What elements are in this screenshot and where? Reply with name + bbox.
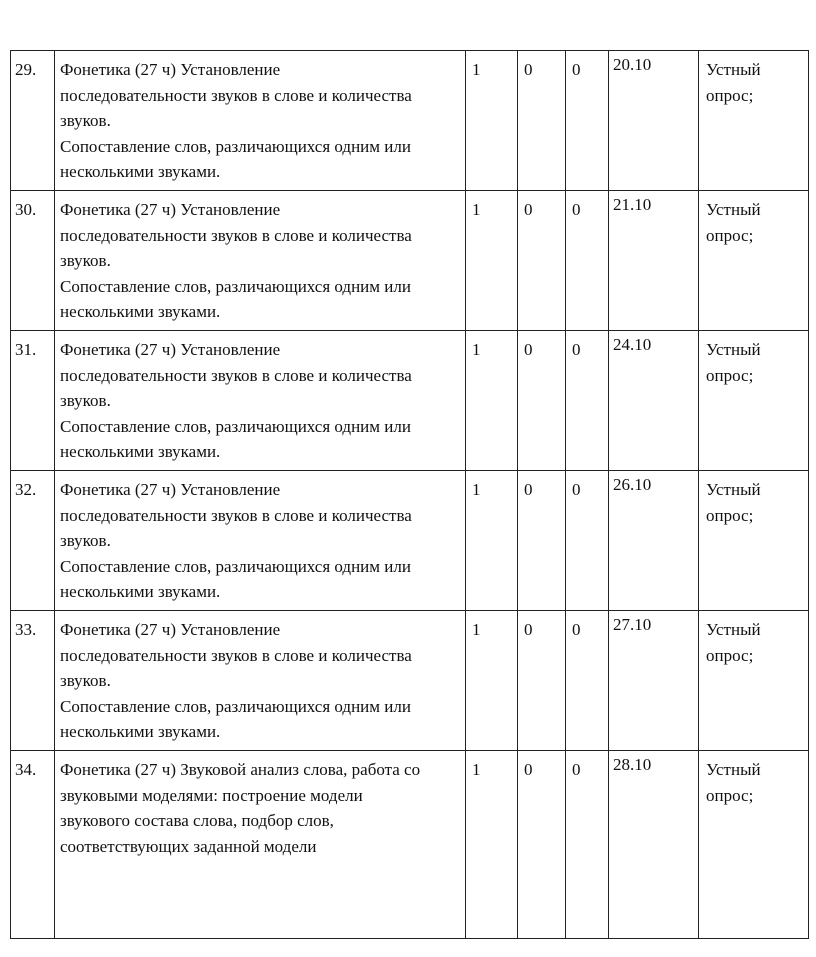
lesson-number-cell: [11, 51, 55, 191]
lesson-topic-line: Сопоставление слов, различающихся одним или: [60, 276, 411, 296]
control-hours: 0: [524, 60, 533, 79]
control-hours-cell: [518, 51, 566, 191]
control-hours: 0: [524, 340, 533, 359]
practice-hours-cell: [566, 51, 609, 191]
lesson-date-cell: [609, 611, 699, 751]
control-form-line: Устный: [706, 760, 761, 779]
control-hours: 0: [524, 760, 533, 779]
total-hours: 1: [472, 60, 481, 79]
control-form-line: Устный: [706, 340, 761, 359]
lesson-topic-line: звуков.: [60, 251, 111, 270]
lesson-topic-line: несколькими звуками.: [60, 582, 221, 601]
lesson-topic-line: звуковыми моделями: построение модели: [60, 785, 363, 805]
control-form-line: опрос;: [706, 645, 754, 665]
total-hours-cell: [466, 51, 518, 191]
control-form-cell: [699, 51, 809, 191]
practice-hours: 0: [572, 760, 581, 779]
practice-hours: 0: [572, 620, 581, 639]
lesson-number: 31.: [15, 340, 37, 359]
total-hours: 1: [472, 760, 481, 779]
practice-hours-cell: [566, 471, 609, 611]
lesson-topic-line: последовательности звуков в слове и количества: [60, 505, 412, 525]
table-row: [11, 191, 809, 331]
table-row: [11, 51, 809, 191]
total-hours: 1: [472, 620, 481, 639]
practice-hours: 0: [572, 480, 581, 499]
control-hours: 0: [524, 620, 533, 639]
practice-hours-cell: [566, 331, 609, 471]
control-form-line: Устный: [706, 480, 761, 499]
practice-hours-cell: [566, 611, 609, 751]
lesson-date: 27.10: [613, 615, 652, 634]
lesson-topic-line: последовательности звуков в слове и количества: [60, 365, 412, 385]
control-hours-cell: [518, 191, 566, 331]
total-hours-cell: [466, 611, 518, 751]
lesson-topic-line: Фонетика (27 ч) Установление: [60, 60, 281, 79]
practice-hours: 0: [572, 340, 581, 359]
control-form-line: опрос;: [706, 505, 754, 525]
lesson-date: 20.10: [613, 55, 652, 74]
lesson-number-cell: [11, 611, 55, 751]
control-form-line: опрос;: [706, 365, 754, 385]
control-form-line: опрос;: [706, 85, 754, 105]
lesson-topic-cell: [55, 51, 466, 191]
control-form-cell: [699, 191, 809, 331]
lesson-topic-line: Сопоставление слов, различающихся одним или: [60, 416, 411, 436]
lesson-topic-line: несколькими звуками.: [60, 162, 221, 181]
control-form-cell: [699, 331, 809, 471]
control-form-line: Устный: [706, 60, 761, 79]
lesson-topic-line: Фонетика (27 ч) Установление: [60, 480, 281, 499]
control-hours: 0: [524, 200, 533, 219]
lesson-number: 32.: [15, 480, 37, 499]
lesson-plan-table: [10, 50, 809, 939]
lesson-topic-line: звуков.: [60, 531, 111, 550]
lesson-topic-line: звуков.: [60, 391, 111, 410]
lesson-topic-line: несколькими звуками.: [60, 442, 221, 461]
total-hours-cell: [466, 331, 518, 471]
lesson-number: 30.: [15, 200, 37, 219]
lesson-topic-line: Фонетика (27 ч) Установление: [60, 620, 281, 639]
lesson-topic-line: несколькими звуками.: [60, 302, 221, 321]
table-row: [11, 751, 809, 939]
lesson-topic-line: Фонетика (27 ч) Установление: [60, 340, 281, 359]
lesson-topic-line: последовательности звуков в слове и количества: [60, 225, 412, 245]
lesson-number: 33.: [15, 620, 37, 639]
lesson-topic-line: последовательности звуков в слове и количества: [60, 645, 412, 665]
lesson-date: 26.10: [613, 475, 652, 494]
control-form-cell: [699, 751, 809, 939]
lesson-date: 28.10: [613, 755, 652, 774]
total-hours: 1: [472, 340, 481, 359]
control-form-cell: [699, 471, 809, 611]
control-hours-cell: [518, 751, 566, 939]
total-hours-cell: [466, 191, 518, 331]
lesson-topic-line: Сопоставление слов, различающихся одним или: [60, 696, 411, 716]
total-hours: 1: [472, 480, 481, 499]
total-hours-cell: [466, 751, 518, 939]
total-hours: 1: [472, 200, 481, 219]
control-form-line: опрос;: [706, 785, 754, 805]
control-form-line: Устный: [706, 620, 761, 639]
control-form-cell: [699, 611, 809, 751]
table-row: [11, 331, 809, 471]
lesson-number: 29.: [15, 60, 37, 79]
lesson-topic-line: последовательности звуков в слове и количества: [60, 85, 412, 105]
lesson-topic-line: Сопоставление слов, различающихся одним или: [60, 136, 411, 156]
lesson-plan-page: [10, 50, 808, 929]
lesson-number: 34.: [15, 760, 37, 779]
control-form-line: опрос;: [706, 225, 754, 245]
lesson-topic-cell: [55, 471, 466, 611]
lesson-topic-cell: [55, 191, 466, 331]
lesson-topic-line: Фонетика (27 ч) Звуковой анализ слова, работа со: [60, 760, 421, 779]
lesson-topic-line: звукового состава слова, подбор слов,: [60, 811, 334, 830]
lesson-date-cell: [609, 751, 699, 939]
lesson-topic-line: Фонетика (27 ч) Установление: [60, 200, 281, 219]
lesson-topic-cell: [55, 751, 466, 939]
practice-hours-cell: [566, 191, 609, 331]
lesson-date-cell: [609, 191, 699, 331]
lesson-topic-line: Сопоставление слов, различающихся одним или: [60, 556, 411, 576]
lesson-topic-cell: [55, 611, 466, 751]
control-hours-cell: [518, 331, 566, 471]
lesson-topic-line: звуков.: [60, 671, 111, 690]
lesson-date: 21.10: [613, 195, 652, 214]
control-hours: 0: [524, 480, 533, 499]
table-row: [11, 471, 809, 611]
lesson-date-cell: [609, 51, 699, 191]
practice-hours: 0: [572, 200, 581, 219]
lesson-number-cell: [11, 471, 55, 611]
lesson-date-cell: [609, 471, 699, 611]
lesson-topic-line: соответствующих заданной модели: [60, 836, 317, 856]
lesson-topic-line: звуков.: [60, 111, 111, 130]
table-row: [11, 611, 809, 751]
lesson-topic-cell: [55, 331, 466, 471]
control-hours-cell: [518, 611, 566, 751]
practice-hours: 0: [572, 60, 581, 79]
lesson-number-cell: [11, 331, 55, 471]
lesson-date-cell: [609, 331, 699, 471]
table-body: [11, 51, 809, 939]
total-hours-cell: [466, 471, 518, 611]
practice-hours-cell: [566, 751, 609, 939]
lesson-date: 24.10: [613, 335, 652, 354]
lesson-number-cell: [11, 191, 55, 331]
control-hours-cell: [518, 471, 566, 611]
lesson-number-cell: [11, 751, 55, 939]
lesson-topic-line: несколькими звуками.: [60, 722, 221, 741]
control-form-line: Устный: [706, 200, 761, 219]
